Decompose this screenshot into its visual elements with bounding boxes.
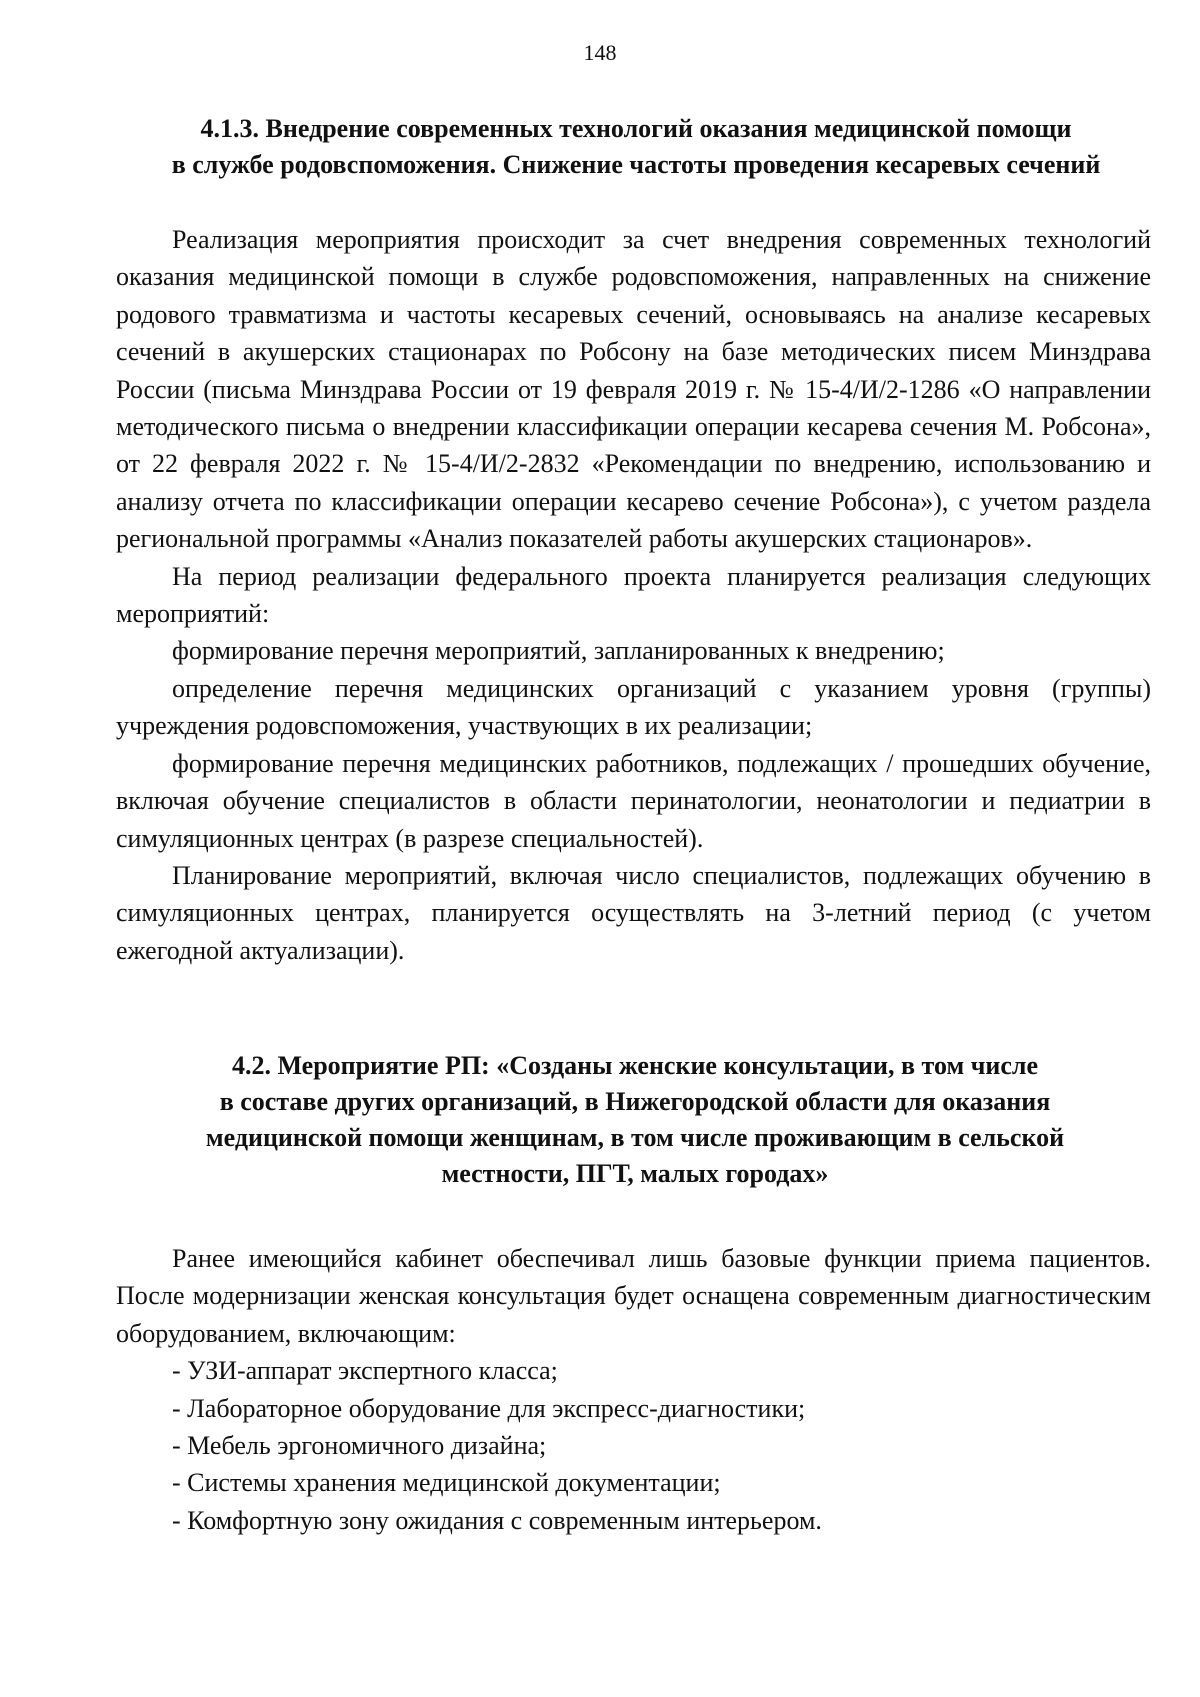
paragraph: Планирование мероприятий, включая число специалистов, подлежащих обучению в симуляционных центрах, планируется осуществлять на 3-летний период (с учетом ежегодной актуализации). (116, 860, 1151, 965)
section-body-4-1-3 (116, 221, 1151, 969)
paragraph: определение перечня медицинских организаций с указанием уровня (группы) учреждения родовспоможения, участвующих в их реализации; (116, 673, 1151, 741)
list-item: - Лабораторное оборудование для экспресс-диагностики; (172, 1393, 806, 1423)
heading-line: в службе родовспоможения. Снижение частоты проведения кесаревых сечений (171, 150, 1101, 179)
heading-line: медицинской помощи женщинам, в том числе проживающим в сельской (205, 1123, 1065, 1152)
list-item: - УЗИ-аппарат экспертного класса; (172, 1356, 558, 1386)
heading-line: местности, ПГТ, малых городах» (441, 1159, 829, 1188)
equipment-list (116, 1352, 1151, 1539)
page-number: 148 (583, 40, 617, 65)
heading-line: в составе других организаций, в Нижегородской области для оказания (219, 1087, 1051, 1116)
list-item: - Мебель эргономичного дизайна; (172, 1431, 547, 1461)
paragraph: Реализация мероприятия происходит за счет внедрения современных технологий оказания медицинской помощи в службе родовспоможения, направленных на снижение родового травматизма и частоты кесаревых сечений, основываясь на анализе кесаревых сечений в акушерских стационарах по Робсону на базе методических писем Минздрава России (письма Минздрава России от 19 февраля 2019 г. № 15-4/И/2-1286 «О направлении методического письма о внедрении классификации операции кесарева сечения М. Робсона», от 22 февраля 2022 г. № 15-4/И/2-2832 «Рекомендации по внедрению, использованию и анализу отчета по классификации операции кесарево сечение Робсона»), с учетом раздела региональной программы «Анализ показателей работы акушерских стационаров». (116, 225, 1151, 554)
paragraph: На период реализации федерального проекта планируется реализация следующих мероприятий: (116, 561, 1151, 629)
list-item: - Комфортную зону ожидания с современным интерьером. (172, 1505, 822, 1535)
section-heading-4-1-3 (116, 111, 1156, 183)
heading-line: 4.2. Мероприятие РП: «Созданы женские консультации, в том числе (231, 1051, 1039, 1080)
heading-line: 4.1.3. Внедрение современных технологий оказания медицинской помощи (200, 114, 1072, 143)
paragraph: Ранее имеющийся кабинет обеспечивал лишь базовые функции приема пациентов. После модернизации женская консультация будет оснащена современным диагностическим оборудованием, включающим: (116, 1244, 1151, 1348)
paragraph: формирование перечня медицинских работников, подлежащих / прошедших обучение, включая обучение специалистов в области перинатологии, неонатологии и педиатрии в симуляционных центрах (в разрезе специальностей). (116, 748, 1151, 853)
section-body-4-2 (116, 1240, 1151, 1539)
list-item: - Системы хранения медицинской документации; (172, 1468, 721, 1498)
section-heading-4-2 (140, 1048, 1130, 1192)
paragraph: формирование перечня мероприятий, запланированных к внедрению; (172, 636, 945, 666)
